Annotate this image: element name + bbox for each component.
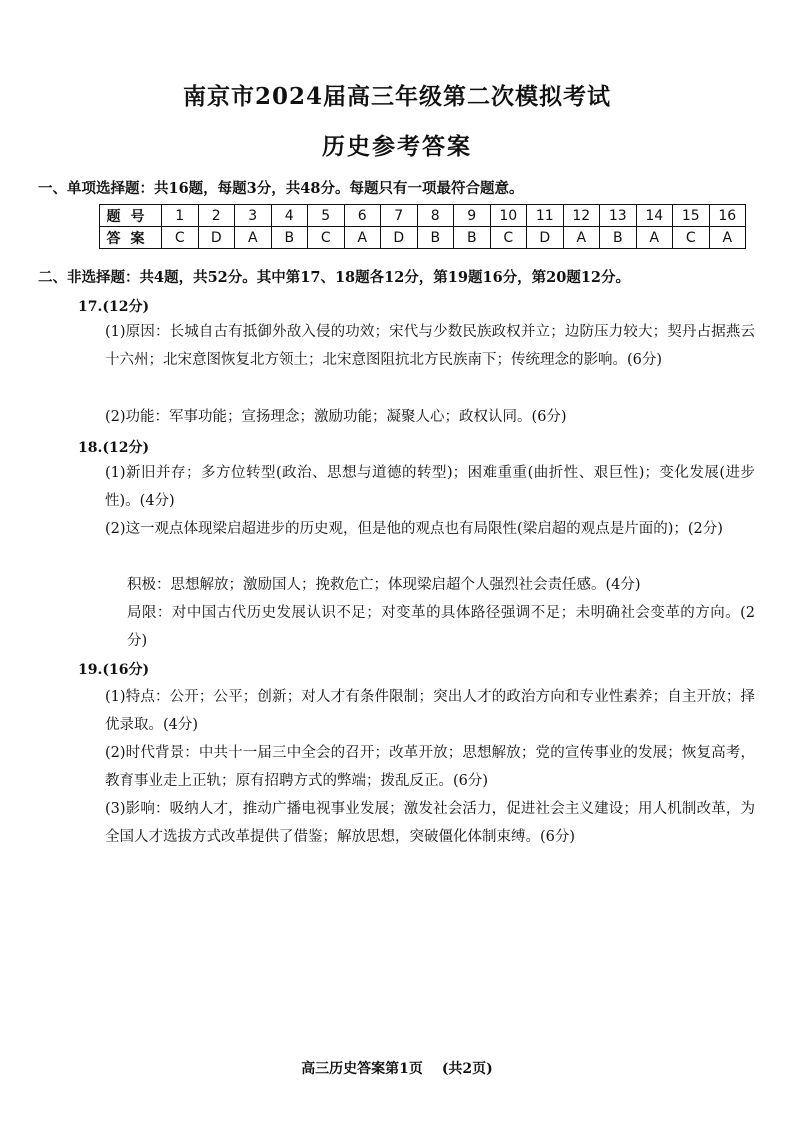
question-17-label: 17.(12分) bbox=[78, 299, 150, 315]
answer-cell: A bbox=[636, 227, 673, 249]
answer-cell: C bbox=[308, 227, 345, 249]
answer-cell: D bbox=[198, 227, 235, 249]
answer-cell: B bbox=[417, 227, 454, 249]
question-17-part-1: (1)原因：长城自古有抵御外敌入侵的功效；宋代与少数民族政权并立；边防压力较大；契丹占据燕云十六州；北宋意图恢复北方领土；北宋意图阻抗北方民族南下；传统理念的影响。(6分) bbox=[105, 324, 755, 368]
question-number: 15 bbox=[673, 205, 710, 227]
page-footer bbox=[0, 1058, 794, 1078]
row-label-answer: 答案 bbox=[100, 227, 162, 249]
section-2-heading: 二、非选择题：共4题，共52分。其中第17、18题各12分，第19题16分，第20题12分。 bbox=[38, 269, 631, 286]
question-number: 5 bbox=[308, 205, 345, 227]
answer-cell: A bbox=[709, 227, 746, 249]
question-number: 2 bbox=[198, 205, 235, 227]
question-number: 1 bbox=[162, 205, 199, 227]
answer-cell: D bbox=[527, 227, 564, 249]
answer-cell: A bbox=[563, 227, 600, 249]
question-number: 8 bbox=[417, 205, 454, 227]
question-number: 11 bbox=[527, 205, 564, 227]
answer-cell: B bbox=[600, 227, 637, 249]
answer-cell: C bbox=[490, 227, 527, 249]
footer-page: 高三历史答案第1页 bbox=[301, 1061, 423, 1077]
answer-row bbox=[100, 227, 746, 249]
answer-table bbox=[99, 204, 746, 249]
question-18-label: 18.(12分) bbox=[78, 440, 150, 456]
answer-cell: A bbox=[344, 227, 381, 249]
footer-total-pages: (共2页) bbox=[441, 1061, 493, 1077]
section-1-heading: 一、单项选择题：共16题，每题3分，共48分。每题只有一项最符合题意。 bbox=[38, 180, 524, 197]
answer-key-subtitle: 历史参考答案 bbox=[322, 133, 472, 160]
answer-cell: C bbox=[162, 227, 199, 249]
answer-cell: C bbox=[673, 227, 710, 249]
answer-cell: B bbox=[271, 227, 308, 249]
question-18-limitation: 局限：对中国古代历史发展认识不足；对变革的具体路径强调不足；未明确社会变革的方向。(2分) bbox=[127, 605, 755, 649]
question-number: 16 bbox=[709, 205, 746, 227]
question-18-part-2: (2)这一观点体现梁启超进步的历史观，但是他的观点也有局限性(梁启超的观点是片面的)；(2分) bbox=[105, 521, 723, 537]
answer-cell: B bbox=[454, 227, 491, 249]
question-19-part-3: (3)影响：吸纳人才，推动广播电视事业发展；激发社会活力，促进社会主义建设；用人机制改革，为全国人才选拔方式改革提供了借鉴；解放思想，突破僵化体制束缚。(6分) bbox=[105, 801, 755, 845]
question-number: 4 bbox=[271, 205, 308, 227]
exam-title: 南京市2024届高三年级第二次模拟考试 bbox=[182, 83, 611, 110]
question-number: 13 bbox=[600, 205, 637, 227]
question-19-part-2: (2)时代背景：中共十一届三中全会的召开；改革开放；思想解放；党的宣传事业的发展；恢复高考，教育事业走上正轨；原有招聘方式的弊端；拨乱反正。(6分) bbox=[105, 745, 755, 789]
answer-cell: D bbox=[381, 227, 418, 249]
row-label-number: 题号 bbox=[100, 205, 162, 227]
question-18-positive: 积极：思想解放；激励国人；挽救危亡；体现梁启超个人强烈社会责任感。(4分) bbox=[127, 577, 641, 593]
question-19-label: 19.(16分) bbox=[78, 662, 150, 678]
question-number: 3 bbox=[235, 205, 272, 227]
question-number: 9 bbox=[454, 205, 491, 227]
question-18-part-1: (1)新旧并存；多方位转型(政治、思想与道德的转型)；困难重重(曲折性、艰巨性)；变化发展(进步性)。(4分) bbox=[105, 465, 755, 509]
question-number: 14 bbox=[636, 205, 673, 227]
question-number: 7 bbox=[381, 205, 418, 227]
question-19-part-1: (1)特点：公开；公平；创新；对人才有条件限制；突出人才的政治方向和专业性素养；自主开放；择优录取。(4分) bbox=[105, 689, 755, 733]
question-number: 10 bbox=[490, 205, 527, 227]
question-number: 6 bbox=[344, 205, 381, 227]
question-17-part-2: (2)功能：军事功能；宣扬理念；激励功能；凝聚人心；政权认同。(6分) bbox=[105, 409, 567, 425]
question-number: 12 bbox=[563, 205, 600, 227]
answer-cell: A bbox=[235, 227, 272, 249]
question-number-row bbox=[100, 205, 746, 227]
